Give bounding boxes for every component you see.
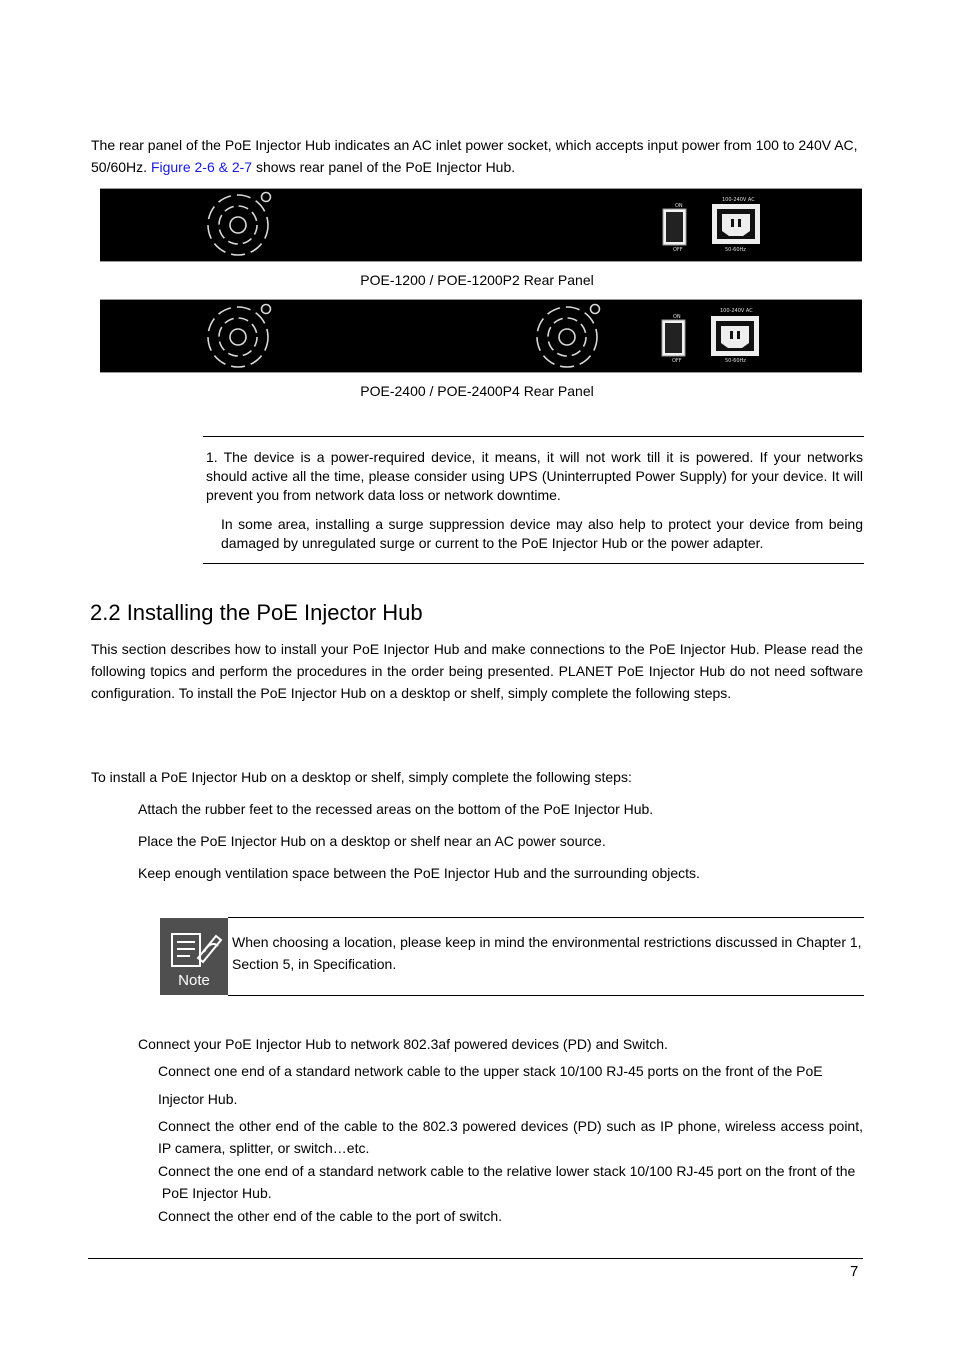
fan-vent-icon	[208, 193, 271, 256]
desktop-step-2: Place the PoE Injector Hub on a desktop or shelf near an AC power source.	[138, 833, 606, 849]
intro-paragraph	[91, 134, 863, 178]
svg-text:100-240V AC: 100-240V AC	[722, 197, 755, 203]
footer-rule	[88, 1258, 863, 1259]
note-text: When choosing a location, please keep in mind the environmental restrictions discussed in Chapter 1, Section 5, in Specification.	[232, 934, 862, 972]
notice-top-rule	[203, 436, 864, 437]
page-number: 7	[850, 1263, 859, 1280]
section-heading: 2.2 Installing the PoE Injector Hub	[90, 600, 423, 625]
section-intro: This section describes how to install your PoE Injector Hub and make connections to the PoE Injector Hub. Please read the following topics and perform the procedures in the order being presented. PLANET PoE Injector Hub do not need software configuration. To install the PoE Injector Hub on a desktop or shelf, simply complete the following steps.	[91, 641, 863, 701]
connect-step-4: Connect the other end of the cable to the port of switch.	[158, 1208, 502, 1224]
power-switch-icon	[662, 314, 685, 364]
figure-link[interactable]: Figure 2-6 & 2-7	[150, 159, 253, 175]
connect-step-3-line-1: Connect the one end of a standard network cable to the relative lower stack 10/100 RJ-45 port on the front of the	[158, 1163, 856, 1179]
rear-panel-image-2	[100, 299, 862, 373]
notice-bottom-rule	[203, 563, 864, 564]
note-icon	[160, 918, 228, 995]
fan-vent-icon	[537, 305, 600, 368]
note-icon-label: Note	[178, 972, 210, 989]
figure-caption-1: POE-1200 / POE-1200P2 Rear Panel	[360, 272, 594, 288]
ac-inlet-icon	[712, 197, 760, 253]
desktop-step-1: Attach the rubber feet to the recessed areas on the bottom of the PoE Injector Hub.	[138, 801, 654, 817]
ac-inlet-icon	[711, 308, 759, 364]
connect-step-2: Connect the other end of the cable to the 802.3 powered devices (PD) such as IP phone, wireless access point, IP camera, splitter, or switch…etc.	[158, 1118, 863, 1156]
intro-text-before: The rear panel of the PoE Injector Hub indicates an AC inlet power socket, which accepts input power from 100 to 240V AC, 50/60Hz.	[91, 137, 858, 175]
svg-text:50-60Hz: 50-60Hz	[725, 247, 746, 253]
svg-text:OFF: OFF	[672, 358, 682, 364]
fan-vent-icon	[208, 305, 271, 368]
note-top-rule	[228, 917, 864, 918]
figure-caption-2: POE-2400 / POE-2400P4 Rear Panel	[360, 383, 594, 399]
rear-panel-image-1	[100, 188, 862, 262]
notice-item-2: In some area, installing a surge suppression device may also help to protect your device from being damaged by unregulated surge or current to the PoE Injector Hub or the power adapter.	[221, 516, 863, 551]
notice-item-1: 1. The device is a power-required device, it means, it will not work till it is powered. If your networks should active all the time, please consider using UPS (Uninterrupted Power Supply) for your device. It will prevent you from network data loss or network downtime.	[206, 449, 863, 503]
desktop-intro: To install a PoE Injector Hub on a desktop or shelf, simply complete the following steps:	[91, 769, 632, 785]
connect-step-1-line-2: Injector Hub.	[158, 1091, 238, 1107]
power-switch-icon	[663, 203, 686, 253]
svg-text:50-60Hz: 50-60Hz	[725, 358, 746, 364]
intro-text-after: shows rear panel of the PoE Injector Hub.	[252, 159, 516, 175]
svg-text:OFF: OFF	[673, 247, 683, 253]
connect-intro: Connect your PoE Injector Hub to network 802.3af powered devices (PD) and Switch.	[138, 1036, 668, 1052]
svg-text:100-240V AC: 100-240V AC	[720, 308, 753, 314]
svg-text:ON: ON	[675, 203, 683, 209]
svg-text:ON: ON	[673, 314, 681, 320]
note-bottom-rule	[228, 995, 864, 996]
connect-step-1-line-1: Connect one end of a standard network cable to the upper stack 10/100 RJ-45 ports on the front of the PoE	[158, 1063, 823, 1079]
connect-step-3-line-2: PoE Injector Hub.	[158, 1185, 272, 1201]
desktop-step-3: Keep enough ventilation space between the PoE Injector Hub and the surrounding objects.	[138, 865, 700, 881]
